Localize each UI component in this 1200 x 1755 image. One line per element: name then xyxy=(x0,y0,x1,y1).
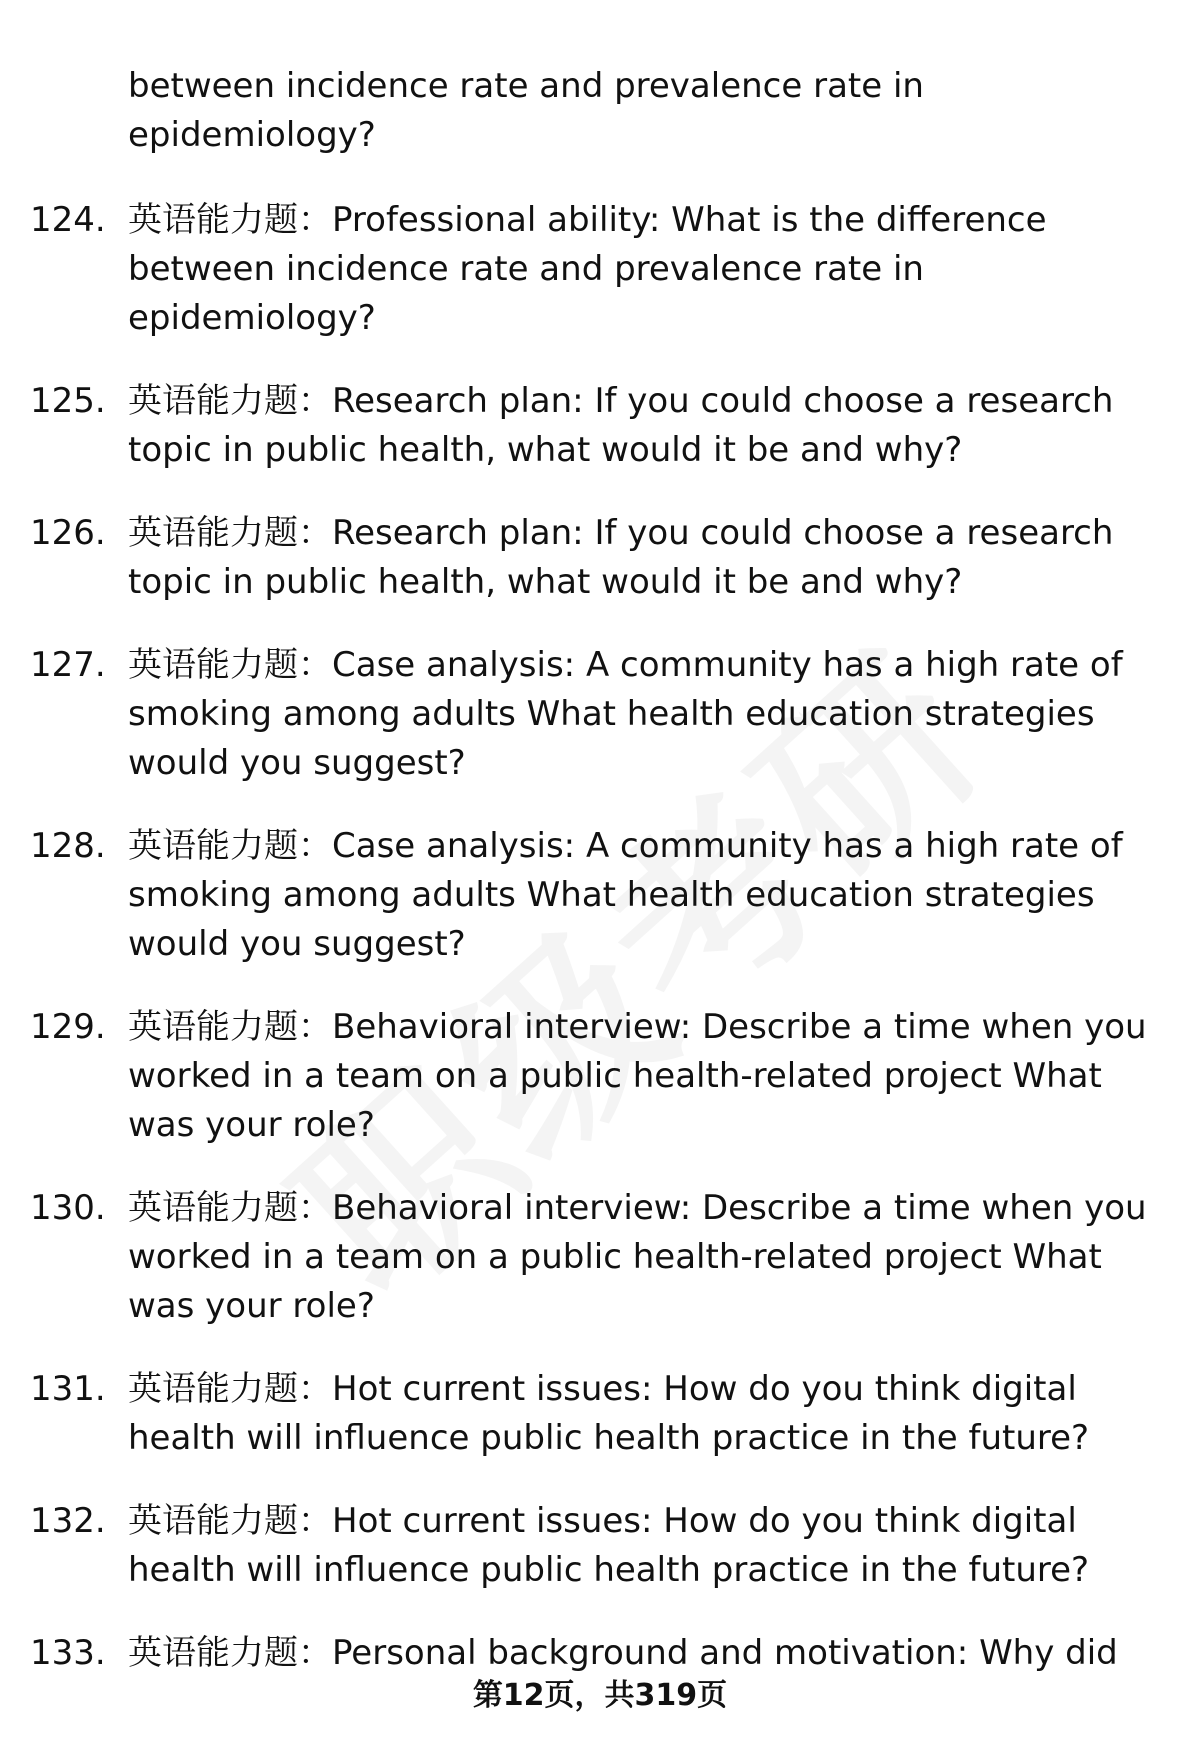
question-item xyxy=(0,196,1200,343)
question-text: Case analysis: A community has a high rate of smoking among adults What health education strategies would you suggest? xyxy=(128,645,1123,783)
question-prefix: 英语能力题： xyxy=(128,200,332,240)
question-prefix: 英语能力题： xyxy=(128,1369,332,1409)
question-text: Hot current issues: How do you think digital health will influence public health practice in the future? xyxy=(128,1369,1090,1458)
question-text: Professional ability: What is the difference between incidence rate and prevalence rate in epidemiology? xyxy=(128,200,1047,338)
question-continuation: between incidence rate and prevalence rate in epidemiology? xyxy=(128,66,924,155)
question-item xyxy=(0,1497,1200,1595)
page-footer: 第12页，共319页 xyxy=(472,1678,728,1713)
question-text: Research plan: If you could choose a research topic in public health, what would it be and why? xyxy=(128,513,1114,602)
question-prefix: 英语能力题： xyxy=(128,1633,332,1673)
question-item xyxy=(0,377,1200,475)
question-prefix: 英语能力题： xyxy=(128,1007,332,1047)
question-text: Behavioral interview: Describe a time when you worked in a team on a public health-related project What was your role? xyxy=(128,1188,1147,1326)
question-item xyxy=(0,1365,1200,1463)
question-item xyxy=(0,1184,1200,1331)
question-text: Hot current issues: How do you think digital health will influence public health practice in the future? xyxy=(128,1501,1090,1590)
question-prefix: 英语能力题： xyxy=(128,381,332,421)
question-prefix: 英语能力题： xyxy=(128,1501,332,1541)
question-number: 126. xyxy=(30,513,106,553)
question-prefix: 英语能力题： xyxy=(128,513,332,553)
question-number: 124. xyxy=(30,200,106,240)
question-item xyxy=(0,509,1200,607)
question-list xyxy=(0,62,1200,1712)
question-number: 130. xyxy=(30,1188,106,1228)
question-item xyxy=(0,641,1200,788)
question-text: Research plan: If you could choose a research topic in public health, what would it be and why? xyxy=(128,381,1114,470)
question-number: 127. xyxy=(30,645,106,685)
question-number: 125. xyxy=(30,381,106,421)
question-text: Case analysis: A community has a high rate of smoking among adults What health education strategies would you suggest? xyxy=(128,826,1123,964)
question-text: Behavioral interview: Describe a time when you worked in a team on a public health-related project What was your role? xyxy=(128,1007,1147,1145)
question-prefix: 英语能力题： xyxy=(128,826,332,866)
question-prefix: 英语能力题： xyxy=(128,1188,332,1228)
question-prefix: 英语能力题： xyxy=(128,645,332,685)
question-number: 129. xyxy=(30,1007,106,1047)
question-number: 128. xyxy=(30,826,106,866)
question-text: Personal background and motivation: Why did xyxy=(332,1633,1118,1673)
question-number: 131. xyxy=(30,1369,106,1409)
question-number: 132. xyxy=(30,1501,106,1541)
question-number: 133. xyxy=(30,1633,106,1673)
question-item xyxy=(0,822,1200,969)
question-item xyxy=(0,1003,1200,1150)
